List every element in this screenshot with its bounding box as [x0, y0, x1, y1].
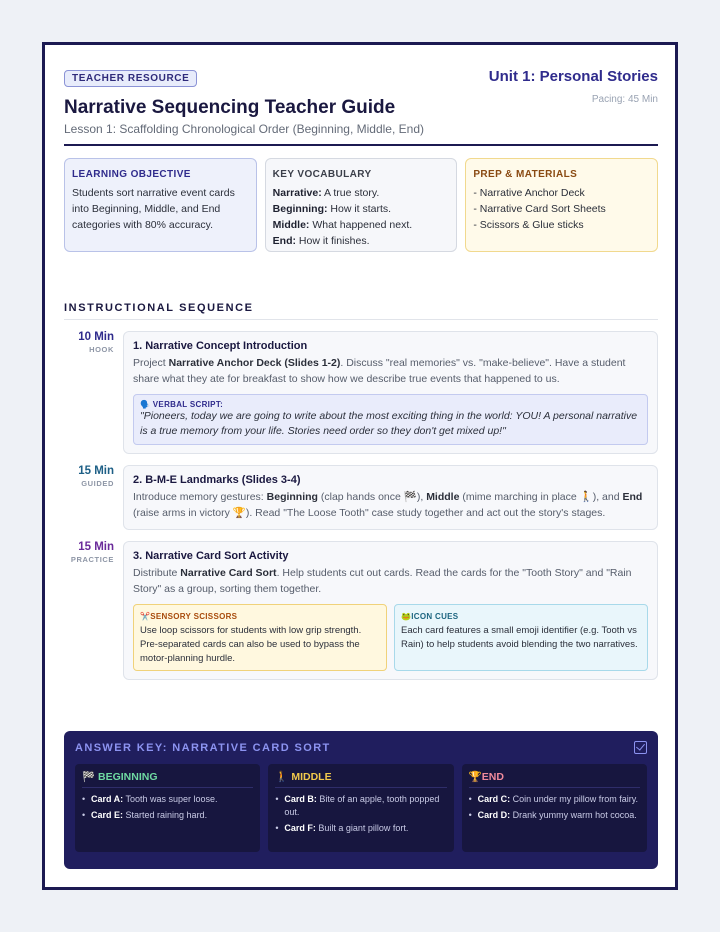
tip-label [401, 610, 641, 624]
answer-column-middle [268, 764, 453, 852]
verbal-script-text: "Pioneers, today we are going to write about the most exciting thing in the world: YOU! A personal narrative is a true memory from your life. Stories need order so they don't get mixed up!" [140, 410, 638, 437]
text-run: . Discuss "real memories" vs. "make-believe". Have a student share what they ate for breakfast to show how we describe true events that happened to us. [133, 357, 626, 385]
card-text: Coin under my pillow from fairy. [510, 794, 639, 804]
step-description [133, 355, 648, 387]
list-item [275, 793, 446, 819]
text-run: Project [133, 357, 169, 369]
text-run: Distribute [133, 567, 181, 579]
materials-card [465, 158, 658, 252]
teacher-guide-sheet [42, 42, 678, 890]
tip-label-text: SENSORY SCISSORS [150, 612, 238, 621]
objective-text: Students sort narrative event cards into Beginning, Middle, and End categories with 80% accuracy. [72, 187, 235, 231]
text-run: (mime marching in place 🚶), and [459, 491, 623, 503]
frog-icon: 🐸 [401, 612, 412, 621]
column-heading [275, 770, 446, 788]
step-timing [64, 465, 123, 530]
answer-key-columns [75, 764, 647, 852]
vocab-def: How it finishes. [296, 235, 370, 247]
text-run: (clap hands once 🏁), [317, 491, 427, 503]
vocabulary-heading: KEY VOCABULARY [272, 169, 372, 180]
card-id: Card E: [91, 810, 124, 820]
step-title: 2. B-M-E Landmarks (Slides 3-4) [133, 474, 301, 486]
tip-label-text: ICON CUES [411, 612, 459, 621]
step-time: 10 Min [78, 331, 114, 343]
card-text: Built a giant pillow fort. [315, 823, 409, 833]
text-emphasis: Beginning [266, 491, 318, 503]
tip-text: Each card features a small emoji identifier (e.g. Tooth vs Rain) to help students avoid blending the two narratives. [401, 625, 638, 650]
step-phase: HOOK [89, 345, 114, 354]
sequence-heading: INSTRUCTIONAL SEQUENCE [64, 302, 658, 320]
walking-person-icon: 🚶 [275, 771, 289, 783]
checkbox-icon [634, 741, 647, 754]
material-item: - Narrative Anchor Deck [473, 187, 585, 199]
card-text: Tooth was super loose. [123, 794, 218, 804]
resource-badge: TEACHER RESOURCE [64, 70, 197, 87]
tip-text: Use loop scissors for students with low grip strength. Pre-separated cards can also be used to bypass the motor-planning hurdle. [140, 625, 362, 664]
header [64, 68, 658, 146]
text-run: . Help students cut out cards. Read the cards for the "Tooth Story" and "Rain Story" as a group, sorting them together. [133, 567, 632, 595]
vocab-def: What happened next. [309, 219, 413, 231]
header-divider [64, 144, 658, 146]
vocab-item [273, 185, 450, 201]
text-emphasis: Middle [426, 491, 460, 503]
page-title: Narrative Sequencing Teacher Guide [64, 97, 396, 118]
sequence-step-practice [64, 541, 658, 680]
card-id: Card D: [477, 810, 511, 820]
list-item [275, 822, 446, 835]
vocab-def: A true story. [321, 187, 380, 199]
column-heading [82, 770, 253, 788]
answer-column-beginning [75, 764, 260, 852]
column-label: MIDDLE [291, 771, 332, 783]
vocab-item [273, 217, 450, 233]
sequence-step-guided [64, 465, 658, 530]
practice-tips [133, 604, 648, 671]
verbal-script-box [133, 394, 648, 445]
answer-list [275, 793, 446, 835]
step-title: 1. Narrative Concept Introduction [133, 340, 308, 352]
pacing-label: Pacing: 45 Min [591, 94, 658, 105]
step-description [133, 489, 648, 521]
speaking-head-icon: 🗣️ [140, 400, 151, 409]
verbal-script-label [140, 400, 641, 409]
answer-key-header [75, 741, 647, 754]
vocab-item [273, 201, 450, 217]
objective-card [64, 158, 257, 252]
vocabulary-card [265, 158, 458, 252]
list-item [82, 793, 253, 806]
sheet-content [64, 68, 658, 680]
step-timing [64, 541, 123, 680]
step-timing [64, 331, 123, 454]
unit-title: Unit 1: Personal Stories [488, 68, 658, 85]
card-id: Card B: [284, 794, 317, 804]
step-phase: GUIDED [81, 479, 114, 488]
card-text: Started raining hard. [123, 810, 208, 820]
answer-list [469, 793, 640, 822]
vocab-term: End: [272, 235, 296, 247]
column-label: BEGINNING [98, 771, 158, 783]
list-item [469, 793, 640, 806]
step-title: 3. Narrative Card Sort Activity [133, 550, 289, 562]
step-time: 15 Min [78, 465, 114, 477]
card-id: Card F: [284, 823, 316, 833]
step-box [123, 541, 658, 680]
page-subtitle: Lesson 1: Scaffolding Chronological Order (Beginning, Middle, End) [64, 122, 424, 136]
overview-cards [64, 158, 658, 252]
sensory-scissors-tip [133, 604, 387, 671]
text-emphasis: End [622, 491, 643, 503]
column-heading [469, 770, 640, 788]
trophy-icon: 🏆 [468, 771, 482, 783]
step-description [133, 565, 648, 597]
vocab-item [273, 233, 450, 249]
text-emphasis: Narrative Card Sort [180, 567, 277, 579]
tip-label [140, 610, 380, 624]
text-run: (raise arms in victory 🏆). Read "The Loose Tooth" case study together and act out the story's stages. [133, 507, 606, 519]
card-text: Bite of an apple, tooth popped out. [284, 794, 440, 817]
step-time: 15 Min [78, 541, 114, 553]
vocab-term: Narrative: [272, 187, 322, 199]
step-box [123, 331, 658, 454]
vocab-term: Middle: [272, 219, 310, 231]
checkered-flag-icon: 🏁 [82, 771, 96, 783]
text-run: Introduce memory gestures: [133, 491, 267, 503]
step-phase: PRACTICE [70, 555, 114, 564]
card-id: Card A: [91, 794, 124, 804]
materials-heading: PREP & MATERIALS [473, 169, 578, 180]
answer-key-panel [64, 731, 658, 869]
vocab-term: Beginning: [272, 203, 328, 215]
card-text: Drank yummy warm hot cocoa. [510, 810, 637, 820]
material-item: - Narrative Card Sort Sheets [473, 203, 606, 215]
objective-heading: LEARNING OBJECTIVE [72, 169, 191, 180]
column-label: END [481, 771, 504, 783]
answer-column-end [462, 764, 647, 852]
script-label-text: VERBAL SCRIPT: [152, 400, 224, 409]
scissors-icon: ✂️ [140, 612, 151, 621]
answer-list [82, 793, 253, 822]
material-item: - Scissors & Glue sticks [473, 219, 584, 231]
list-item [469, 809, 640, 822]
sequence-step-hook [64, 331, 658, 454]
step-box [123, 465, 658, 530]
answer-key-title: ANSWER KEY: NARRATIVE CARD SORT [75, 741, 331, 754]
card-id: Card C: [477, 794, 511, 804]
icon-cues-tip [394, 604, 648, 671]
text-emphasis: Narrative Anchor Deck (Slides 1-2) [168, 357, 341, 369]
list-item [82, 809, 253, 822]
vocab-def: How it starts. [327, 203, 392, 215]
